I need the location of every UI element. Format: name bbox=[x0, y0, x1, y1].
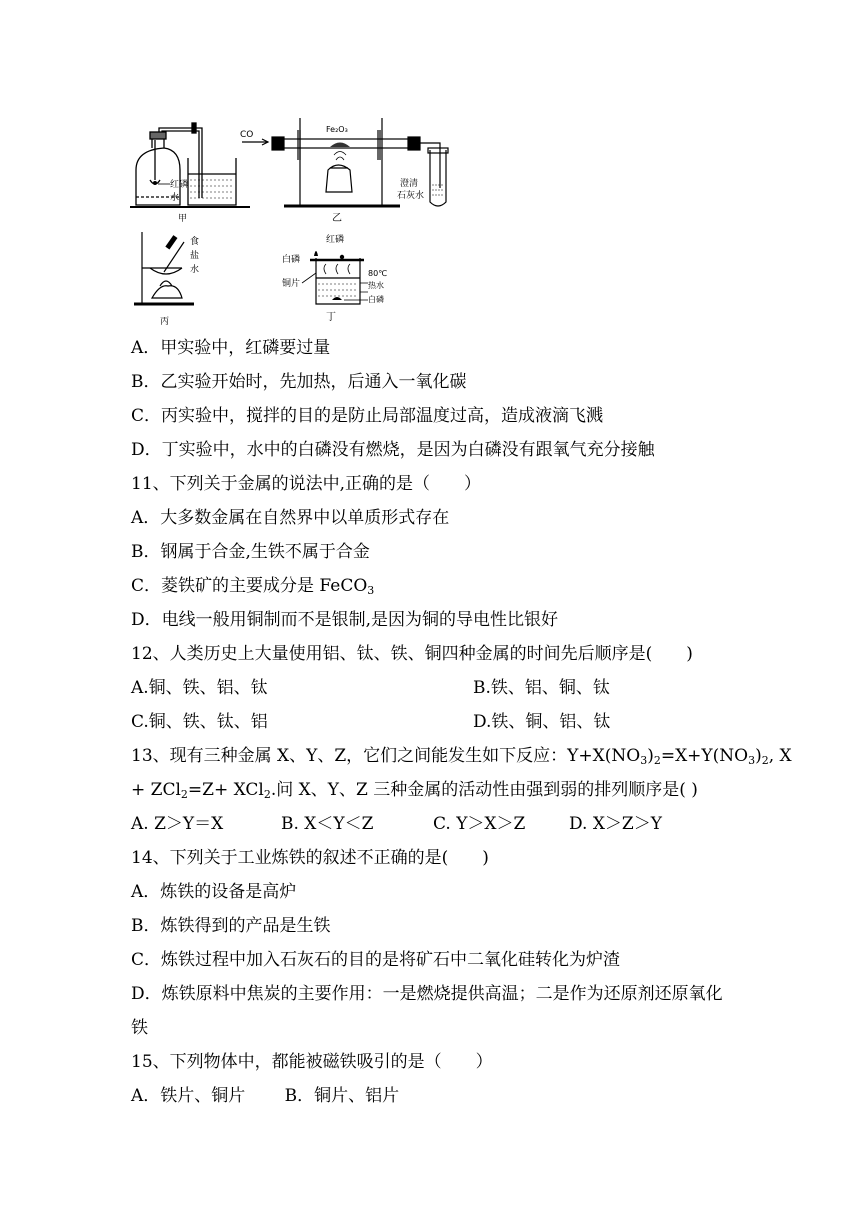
figure-bing bbox=[130, 228, 210, 328]
figure-ding bbox=[282, 228, 402, 328]
q14-stem: 14、下列关于工业炼铁的叙述不正确的是( ) bbox=[131, 848, 489, 868]
label-salt-2: 盐 bbox=[190, 251, 200, 261]
q13-option-c: C. Y＞X＞Z bbox=[433, 814, 526, 834]
q10-option-b: B．乙实验开始时，先加热，后通入一氧化碳 bbox=[131, 372, 467, 392]
q11-option-d: D．电线一般用铜制而不是银制,是因为铜的导电性比银好 bbox=[131, 610, 559, 630]
q11-stem: 11、下列关于金属的说法中,正确的是（ ） bbox=[131, 474, 482, 494]
q13-option-d: D. X＞Z＞Y bbox=[569, 814, 662, 834]
caption-bing: 丙 bbox=[160, 317, 170, 327]
q12-option-c: C.铜、铁、钛、铝 bbox=[131, 712, 268, 732]
q13-option-a: A. Z＞Y＝X bbox=[131, 814, 224, 834]
q11-option-a: A．大多数金属在自然界中以单质形式存在 bbox=[131, 508, 450, 528]
figure-yi bbox=[240, 110, 465, 225]
label-co: CO bbox=[240, 130, 254, 140]
caption-yi: 乙 bbox=[332, 213, 342, 224]
label-80c: 80℃ bbox=[368, 269, 388, 278]
q15-stem: 15、下列物体中，都能被磁铁吸引的是（ ） bbox=[131, 1052, 493, 1072]
caption-jia: 甲 bbox=[178, 214, 188, 224]
caption-ding: 丁 bbox=[326, 312, 336, 323]
q12-option-d: D.铁、铜、铝、钛 bbox=[473, 712, 611, 732]
label-ding-red-p: 红磷 bbox=[326, 235, 345, 245]
label-salt-1: 食 bbox=[190, 237, 200, 247]
q14-option-c: C．炼铁过程中加入石灰石的目的是将矿石中二氧化硅转化为炉渣 bbox=[131, 950, 621, 970]
label-limewater-2: 石灰水 bbox=[397, 191, 425, 201]
label-copper: 铜片 bbox=[282, 279, 301, 289]
label-ding-white-p-top: 白磷 bbox=[282, 255, 301, 265]
q14-option-d-line1: D．炼铁原料中焦炭的主要作用：一是燃烧提供高温；二是作为还原剂还原氧化 bbox=[131, 984, 723, 1004]
q14-option-a: A．炼铁的设备是高炉 bbox=[131, 882, 297, 902]
q11-option-c: C．菱铁矿的主要成分是 FeCO$_3$ bbox=[131, 576, 375, 597]
q11-option-b: B．钢属于合金,生铁不属于合金 bbox=[131, 542, 370, 562]
label-water: 水 bbox=[170, 193, 180, 203]
q12-option-a: A.铜、铁、铝、钛 bbox=[131, 678, 268, 698]
label-red-phosphorus: 红磷 bbox=[170, 180, 189, 190]
q14-option-b: B．炼铁得到的产品是生铁 bbox=[131, 916, 331, 936]
q12-stem: 12、人类历史上大量使用铝、钛、铁、铜四种金属的时间先后顺序是( ) bbox=[131, 644, 693, 664]
q13-stem-line2: + ZCl$_2$=Z+ XCl$_2$.问 X、Y、Z 三种金属的活动性由强到弱的排列顺序是( ) bbox=[131, 780, 698, 801]
q12-row-ab bbox=[131, 676, 610, 700]
q13-option-b: B. X＜Y＜Z bbox=[281, 814, 374, 834]
q13-stem-line1: 13、现有三种金属 X、Y、Z，它们之间能发生如下反应：$Y+X(NO_3)_2=X+Y(NO_3)_2$, X bbox=[131, 746, 792, 767]
q10-option-a: A．甲实验中，红磷要过量 bbox=[131, 338, 331, 358]
label-ding-white-p-bottom: 白磷 bbox=[368, 295, 384, 304]
q12-row-cd bbox=[131, 710, 611, 734]
q14-option-d-line2: 铁 bbox=[131, 1018, 148, 1038]
q10-option-c: C．丙实验中，搅拌的目的是防止局部温度过高，造成液滴飞溅 bbox=[131, 406, 604, 426]
label-limewater-1: 澄清 bbox=[400, 179, 419, 189]
label-fe2o3: Fe₂O₃ bbox=[326, 125, 348, 134]
q12-option-b: B.铁、铝、铜、钛 bbox=[473, 678, 610, 698]
label-salt-3: 水 bbox=[190, 265, 200, 275]
label-hot-water: 热水 bbox=[368, 281, 384, 290]
figure-jia bbox=[130, 110, 250, 225]
q10-option-d: D．丁实验中，水中的白磷没有燃烧，是因为白磷没有跟氧气充分接触 bbox=[131, 440, 655, 460]
q15-options-ab: A．铁片、铜片 B．铜片、铝片 bbox=[131, 1086, 400, 1106]
